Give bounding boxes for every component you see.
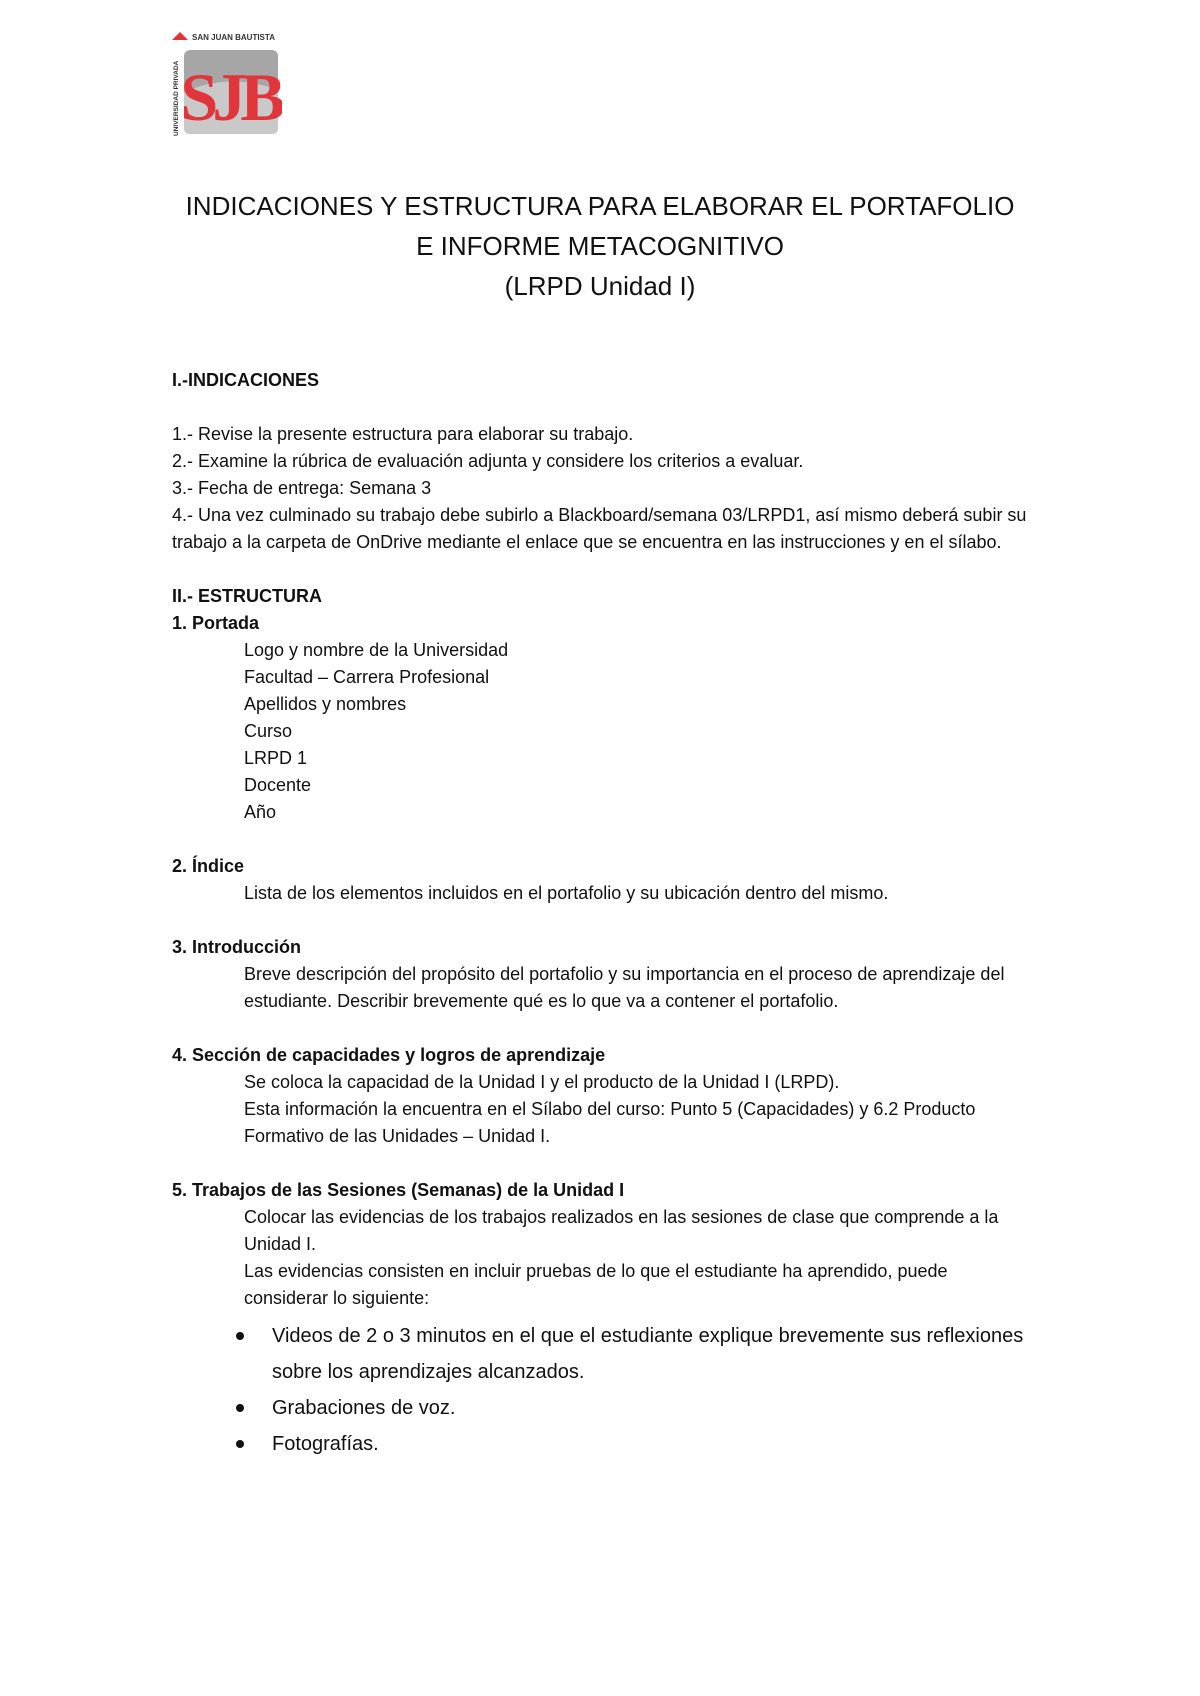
seccion-capacidades-heading: 4. Sección de capacidades y logros de aprendizaje [172,1045,606,1065]
indice-text: Lista de los elementos incluidos en el portafolio y su ubicación dentro del mismo. [244,883,889,903]
document-title [0,186,1200,306]
trabajos-heading: 5. Trabajos de las Sesiones (Semanas) de la Unidad I [172,1180,625,1200]
introduccion-heading: 3. Introducción [172,937,302,957]
trabajos-line: Colocar las evidencias de los trabajos realizados en las sesiones de clase que comprende a la Unidad I. [244,1207,999,1254]
bullet-icon [236,1404,244,1412]
logo-top-text: SAN JUAN BAUTISTA [192,33,275,42]
portada-heading: 1. Portada [172,613,260,633]
trabajos-line: Las evidencias consisten en incluir pruebas de lo que el estudiante ha aprendido, puede considerar lo siguiente: [244,1261,948,1308]
bullet-icon [236,1440,244,1448]
portada-item: Año [244,802,277,822]
portada-item: Facultad – Carrera Profesional [244,667,490,687]
bullet-text: Fotografías. [272,1433,379,1455]
logo-letters: SJB [180,59,280,135]
seccion-capacidades-line: Esta información la encuentra en el Sílabo del curso: Punto 5 (Capacidades) y 6.2 Producto Formativo de las Unidades – Unidad I. [244,1099,976,1146]
portada-item: LRPD 1 [244,748,308,768]
bullet-text: Videos de 2 o 3 minutos en el que el estudiante explique brevemente sus reflexiones sobre los aprendizajes alcanzados. [272,1325,1024,1383]
indicacion-item: 2.- Examine la rúbrica de evaluación adjunta y considere los criterios a evaluar. [172,451,804,471]
title-line-2: E INFORME METACOGNITIVO [416,231,784,261]
introduccion-text: Breve descripción del propósito del portafolio y su importancia en el proceso de aprendizaje del estudiante. Describir brevemente qué es lo que va a contener el portafolio. [244,964,1005,1011]
bullet-text: Grabaciones de voz. [272,1397,456,1419]
bullet-icon [236,1332,244,1340]
section-estructura-heading: II.- ESTRUCTURA [172,586,322,606]
title-line-3: (LRPD Unidad I) [504,271,696,301]
portada-item: Docente [244,775,312,795]
document-body [172,367,1032,1462]
indicacion-item: 3.- Fecha de entrega: Semana 3 [172,478,432,498]
indicacion-item: 1.- Revise la presente estructura para elaborar su trabajo. [172,424,634,444]
logo-triangle-icon [172,32,188,40]
trabajos-bullet-list [172,1318,1032,1462]
list-item [272,1426,1032,1462]
logo-side-text: UNIVERSIDAD PRIVADA [173,60,180,136]
section-indicaciones-heading: I.-INDICACIONES [172,370,320,390]
portada-item: Logo y nombre de la Universidad [244,640,509,660]
indice-heading: 2. Índice [172,856,245,876]
portada-item: Apellidos y nombres [244,694,407,714]
university-logo [170,32,282,140]
portada-list [172,637,1032,826]
list-item [272,1318,1032,1390]
portada-item: Curso [244,721,293,741]
list-item [272,1390,1032,1426]
seccion-capacidades-line: Se coloca la capacidad de la Unidad I y el producto de la Unidad I (LRPD). [244,1072,840,1092]
title-line-1: INDICACIONES Y ESTRUCTURA PARA ELABORAR EL PORTAFOLIO [185,191,1015,221]
indicacion-item: 4.- Una vez culminado su trabajo debe subirlo a Blackboard/semana 03/LRPD1, así mismo deberá subir su trabajo a la carpeta de OnDrive mediante el enlace que se encuentra en las instrucciones y en el sílabo. [172,505,1027,552]
